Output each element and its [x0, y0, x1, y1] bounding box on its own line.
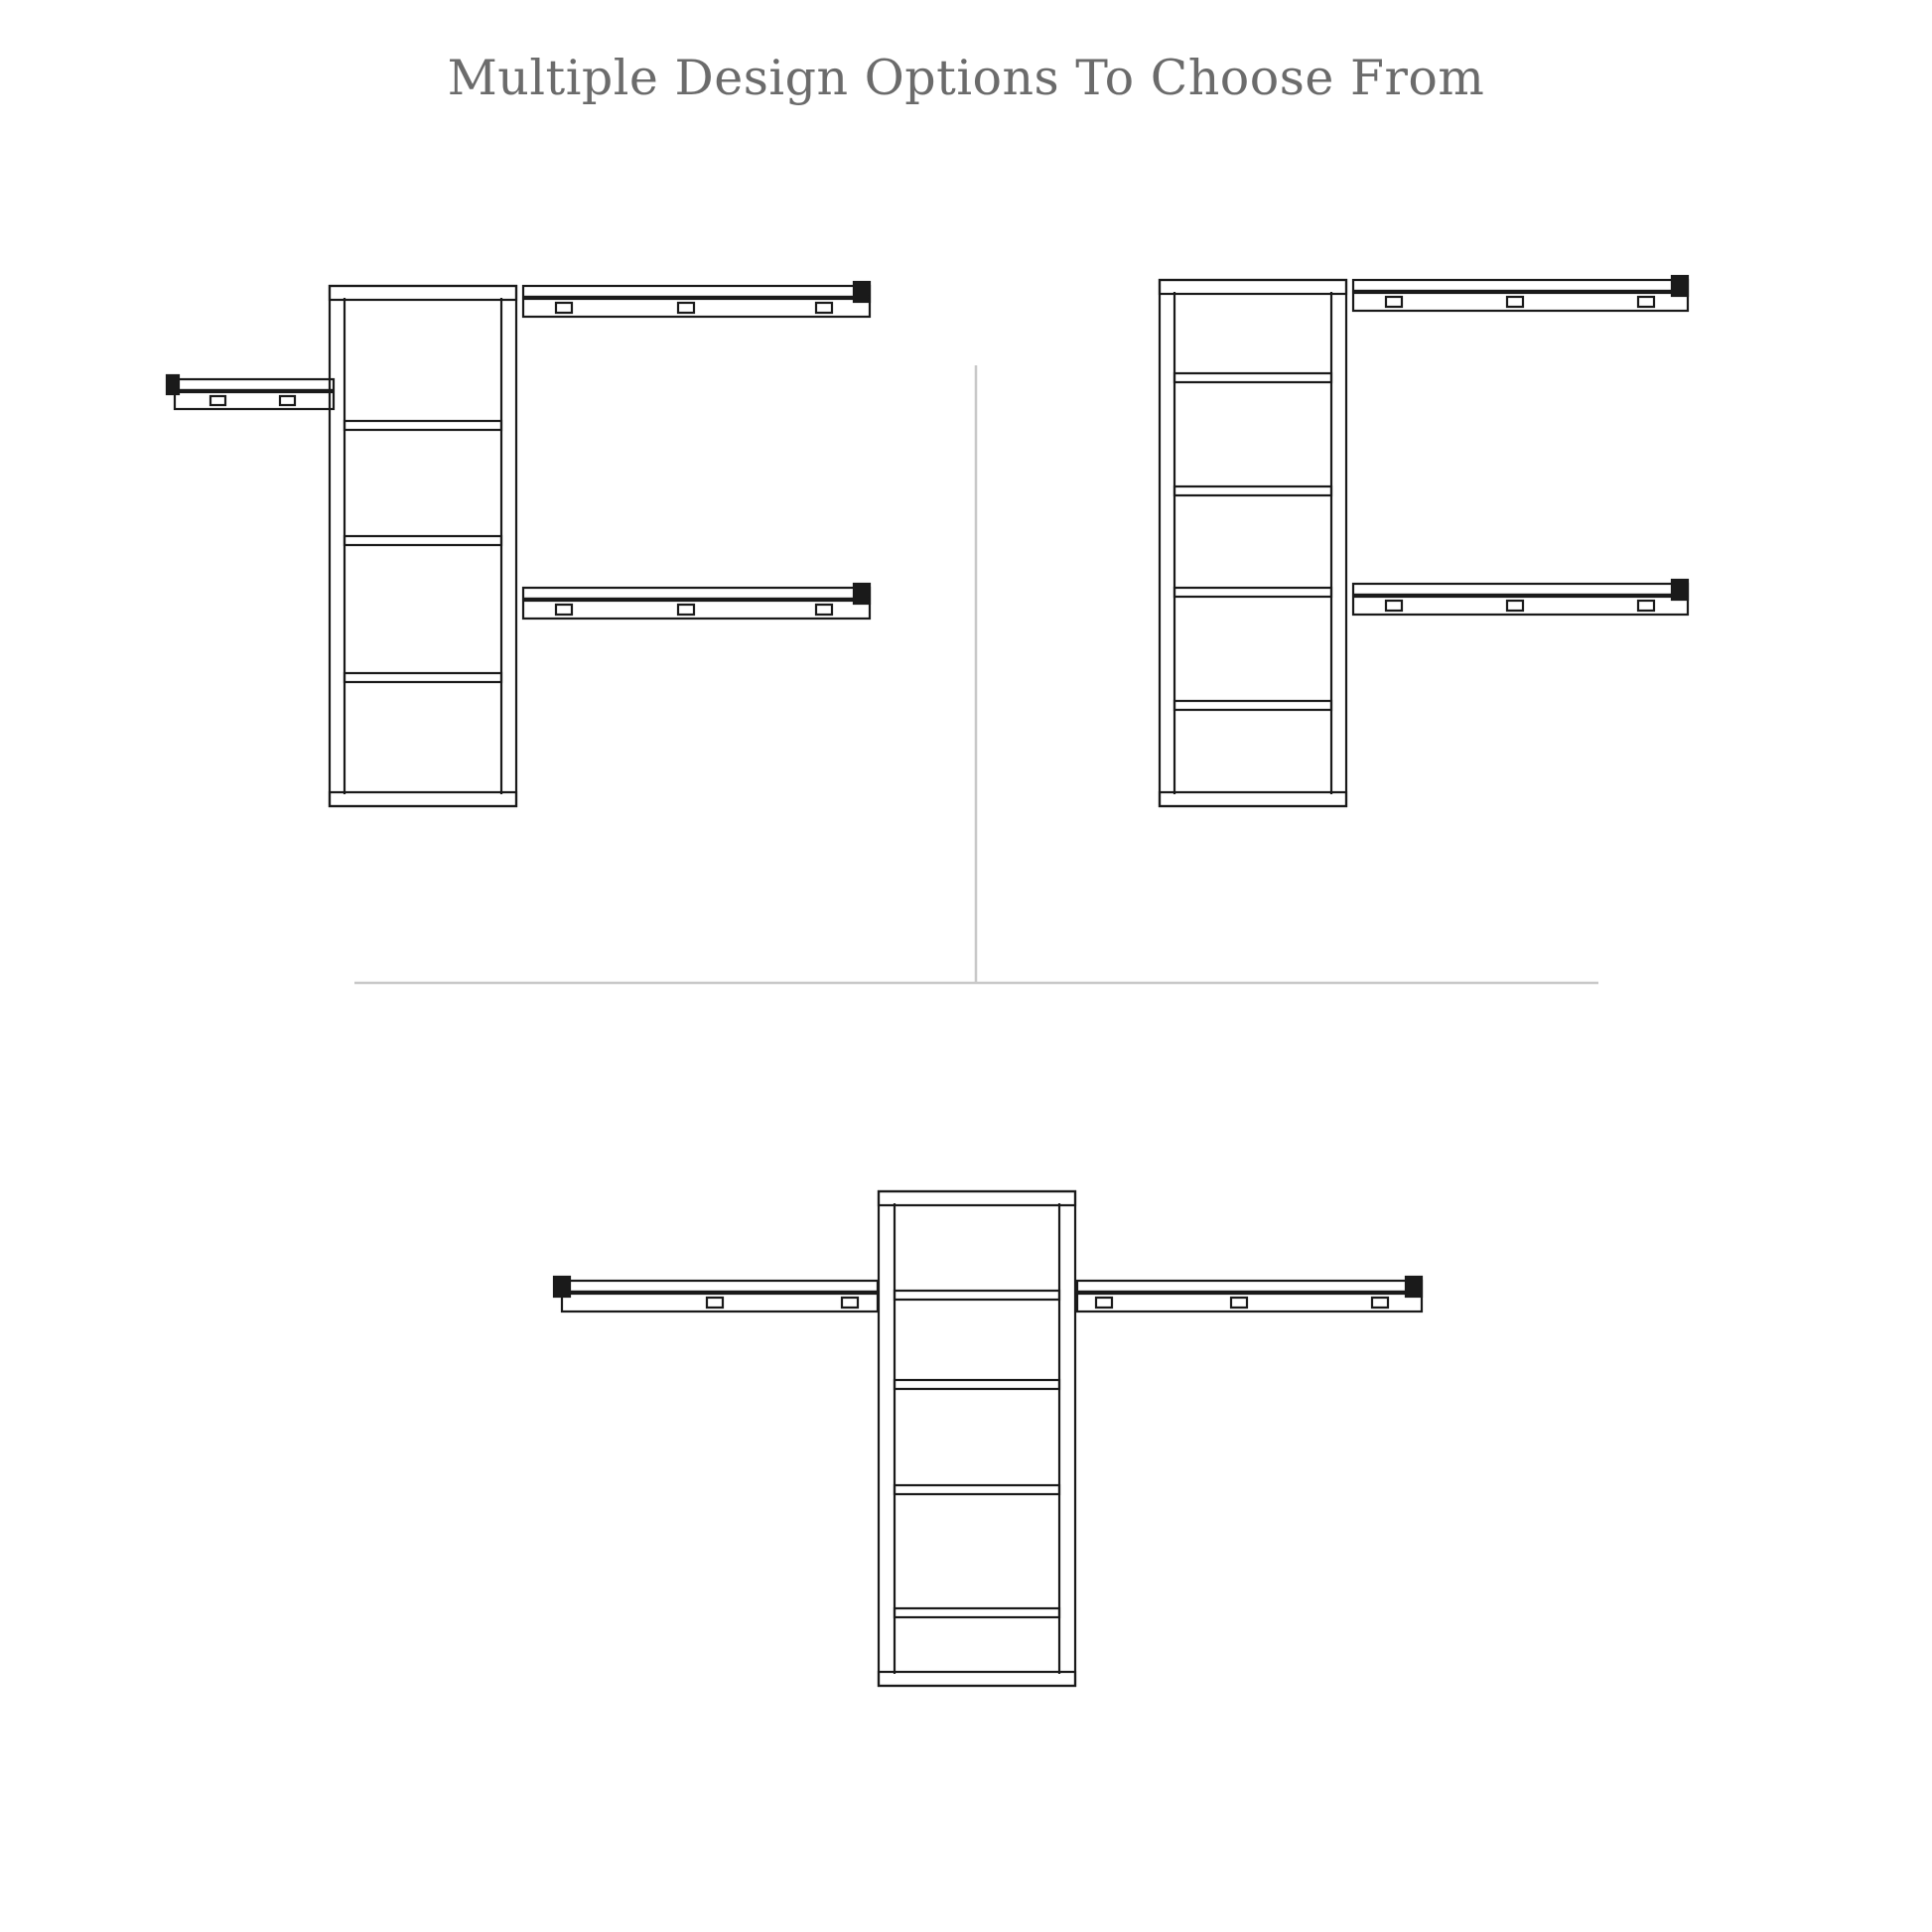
option-3-tower — [879, 1191, 1075, 1686]
option-2-shelves — [1174, 373, 1331, 710]
option-3-rod-left — [554, 1277, 878, 1311]
option-1-shelves — [345, 421, 501, 682]
option-3-rod-right — [1077, 1277, 1422, 1311]
option-1-tower — [330, 286, 516, 806]
design-option-3 — [554, 1191, 1422, 1686]
option-1-rod-left-upper — [167, 375, 334, 409]
option-3-shelves — [895, 1291, 1059, 1617]
design-option-2 — [1160, 276, 1688, 806]
option-2-rod-upper — [1353, 276, 1688, 311]
option-1-rod-right-middle — [523, 584, 870, 619]
option-1-rod-right-upper — [523, 282, 870, 317]
page-title: Multiple Design Options To Choose From — [447, 50, 1485, 106]
design-option-1 — [167, 282, 870, 806]
option-2-rod-middle — [1353, 580, 1688, 615]
option-2-tower — [1160, 280, 1346, 806]
